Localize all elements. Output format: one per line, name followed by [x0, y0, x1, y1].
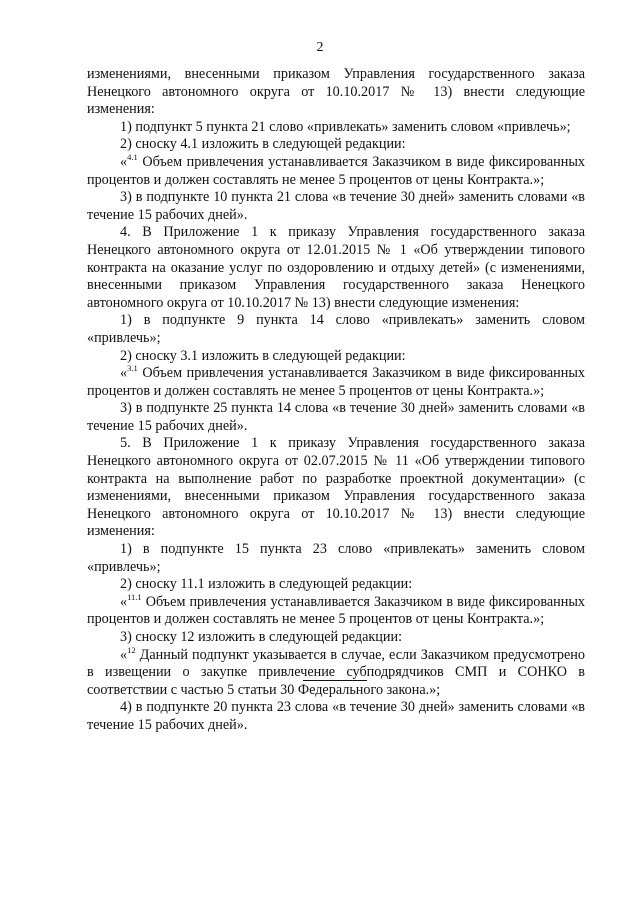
paragraph: 3) в подпункте 25 пункта 14 слова «в течение 30 дней» заменить словами «в течение 15 рабочих дней». [87, 400, 585, 434]
paragraph: 1) подпункт 5 пункта 21 слово «привлекать» заменить словом «привлечь»; [120, 118, 571, 135]
footnote-text-paragraph [87, 591, 585, 629]
quote-open: « [120, 646, 128, 663]
paragraph: 5. В Приложение 1 к приказу Управления государственного заказа Ненецкого автономного округа от 02.07.2015 № 11 «Об утверждении типового контракта на выполнение работ по разработке проектной документации» (с изменениями, внесенными приказом Управления государственного заказа Ненецкого автономного округа от 10.10.2017 № 13) внести следующие изменения: [87, 435, 585, 540]
quote-open: « [120, 593, 128, 610]
footnote-text-paragraph [87, 644, 585, 700]
footnote-text-paragraph [87, 151, 585, 189]
document-body [87, 66, 585, 735]
paragraph: 1) в подпункте 15 пункта 23 слово «привлекать» заменить словом «привлечь»; [87, 541, 585, 575]
paragraph: изменениями, внесенными приказом Управления государственного заказа Ненецкого автономного округа от 10.10.2017 № 13) внести следующие изменения: [87, 66, 585, 118]
end-of-document-rule [303, 680, 367, 681]
paragraph: 2) сноску 11.1 изложить в следующей редакции: [120, 576, 413, 593]
footnote-marker: 12 [127, 644, 136, 655]
footnote-marker: 11.1 [127, 591, 142, 602]
footnote-body: Объем привлечения устанавливается Заказчиком в виде фиксированных процентов и должен составлять не менее 5 процентов от цены Контракта.»; [87, 593, 585, 628]
paragraph: 4) в подпункте 20 пункта 23 слова «в течение 30 дней» заменить словами «в течение 15 рабочих дней». [87, 699, 585, 733]
paragraph: 2) сноску 4.1 изложить в следующей редакции: [120, 136, 406, 153]
paragraph: 4. В Приложение 1 к приказу Управления государственного заказа Ненецкого автономного округа от 12.01.2015 № 1 «Об утверждении типового контракта на оказание услуг по оздоровлению и отдыху детей» (с изменениями, внесенными приказом Управления государственного заказа Ненецкого автономного округа от 10.10.2017 № 13) внести следующие изменения: [87, 224, 585, 311]
paragraph: 1) в подпункте 9 пункта 14 слово «привлекать» заменить словом «привлечь»; [87, 312, 585, 346]
footnote-body: Объем привлечения устанавливается Заказчиком в виде фиксированных процентов и должен составлять не менее 5 процентов от цены Контракта.»; [87, 365, 585, 399]
paragraph: 3) сноску 12 изложить в следующей редакции: [120, 629, 403, 645]
footnote-text-paragraph [87, 365, 585, 400]
page-number: 2 [316, 40, 324, 55]
paragraph: 2) сноску 3.1 изложить в следующей редакции: [120, 347, 406, 364]
quote-open: « [120, 153, 128, 170]
footnote-marker: 4.1 [127, 151, 138, 162]
quote-open: « [120, 365, 128, 382]
footnote-body: Объем привлечения устанавливается Заказчиком в виде фиксированных процентов и должен составлять не менее 5 процентов от цены Контракта.»; [87, 153, 585, 188]
footnote-body: Данный подпункт указывается в случае, если Заказчиком предусмотрено в извещении о закупке привлечение субподрядчиков СМП и СОНКО в соответствии с частью 5 статьи 30 Федерального закона.»; [87, 646, 585, 698]
paragraph: 3) в подпункте 10 пункта 21 слова «в течение 30 дней» заменить словами «в течение 15 рабочих дней». [87, 189, 585, 223]
footnote-marker: 3.1 [127, 363, 138, 374]
